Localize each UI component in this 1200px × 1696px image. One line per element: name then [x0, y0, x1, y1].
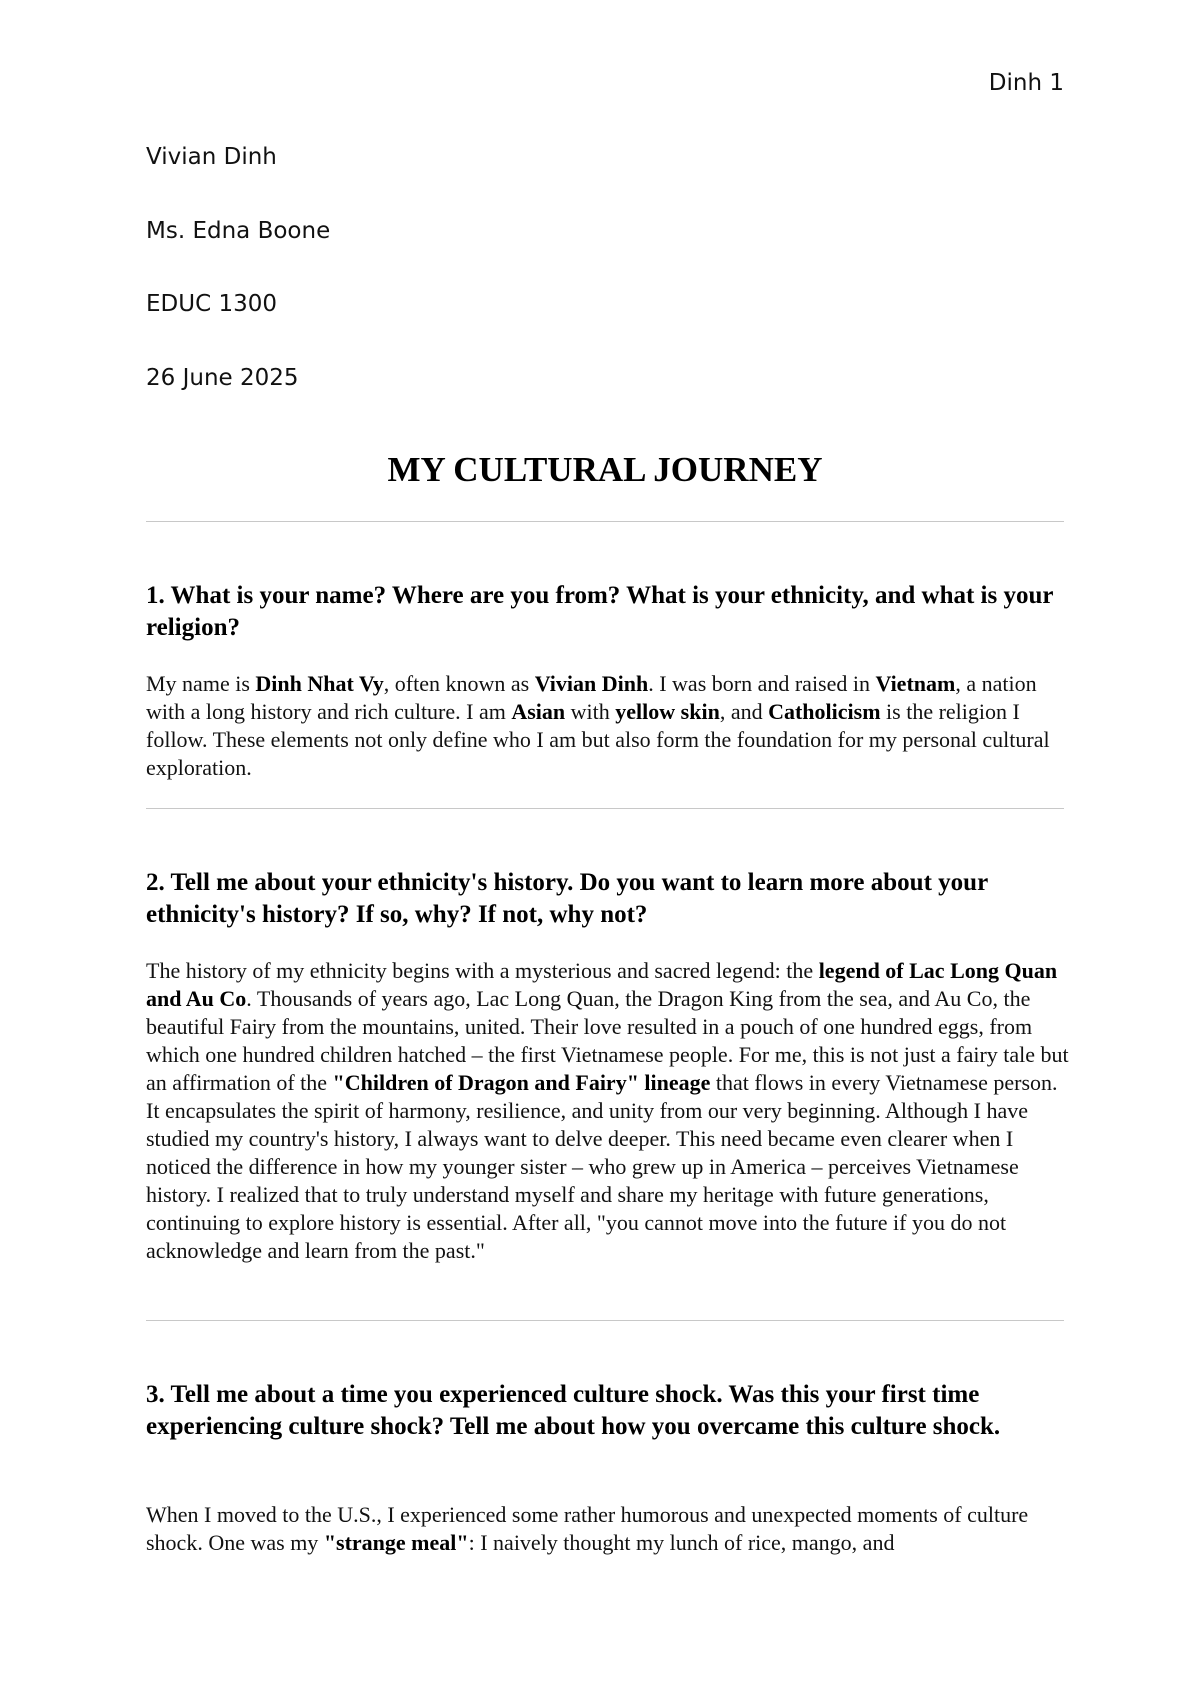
instructor-name: Ms. Edna Boone — [146, 218, 331, 244]
body-text: . Thousands of years ago, Lac Long Quan, the Dragon King from the sea, and Au Co, the beautiful Fairy from the mountains, united. Their love resulted in a pouch of one hundred eggs, from which one hundred children hatched – the first Vietnamese people. For me, this is not just a fairy tale but an affirmation of the — [146, 986, 1069, 1095]
divider — [146, 808, 1064, 809]
emphasis-text: "strange meal" — [323, 1530, 469, 1555]
body-text: with — [565, 699, 616, 724]
body-text: My name is — [146, 671, 256, 696]
section-1-heading: 1. What is your name? Where are you from? What is your ethnicity, and what is your religion? — [146, 582, 1054, 641]
body-text: , often known as — [383, 671, 535, 696]
section-2-paragraph — [146, 957, 1071, 1265]
emphasis-text: Vivian Dinh — [534, 671, 649, 696]
document-title: MY CULTURAL JOURNEY — [387, 450, 823, 489]
emphasis-text: "Children of Dragon and Fairy" lineage — [332, 1070, 711, 1095]
emphasis-text: Dinh Nhat Vy — [255, 671, 384, 696]
emphasis-text: Vietnam — [875, 671, 956, 696]
divider — [146, 521, 1064, 522]
body-text: The history of my ethnicity begins with a mysterious and sacred legend: the — [146, 958, 819, 983]
emphasis-text: legend of Lac Long Quan and Au Co — [146, 958, 1058, 1011]
body-text: When I moved to the U.S., I experienced some rather humorous and unexpected moments of culture shock. One was my — [146, 1502, 1029, 1555]
body-text: , and — [719, 699, 769, 724]
section-1-paragraph — [146, 670, 1071, 782]
emphasis-text: Catholicism — [768, 699, 881, 724]
course-code: EDUC 1300 — [146, 291, 277, 317]
body-text: : I naively thought my lunch of rice, mango, and — [468, 1530, 895, 1555]
section-3-paragraph — [146, 1501, 1071, 1557]
section-3-heading: 3. Tell me about a time you experienced culture shock. Was this your first time experiencing culture shock? Tell me about how you overcame this culture shock. — [146, 1381, 1001, 1440]
document-date: 26 June 2025 — [146, 365, 299, 391]
body-text: . I was born and raised in — [648, 671, 876, 696]
body-text: , a nation with a long history and rich culture. I am — [146, 671, 1037, 724]
section-2-heading: 2. Tell me about your ethnicity's history. Do you want to learn more about your ethnicity's history? If so, why? If not, why not? — [146, 869, 988, 928]
body-text: that flows in every Vietnamese person. It encapsulates the spirit of harmony, resilience, and unity from our very beginning. Although I have studied my country's history, I always want to delve deeper. This need became even clearer when I noticed the difference in how my younger sister – who grew up in America – perceives Vietnamese history. I realized that to truly understand myself and share my heritage with future generations, continuing to explore history is essential. After all, "you cannot move into the future if you do not acknowledge and learn from the past." — [146, 1070, 1058, 1263]
page-header-label: Dinh 1 — [988, 70, 1064, 96]
emphasis-text: Asian — [511, 699, 566, 724]
divider — [146, 1320, 1064, 1321]
emphasis-text: yellow skin — [615, 699, 720, 724]
student-name: Vivian Dinh — [146, 144, 277, 170]
body-text: is the religion I follow. These elements not only define who I am but also form the foundation for my personal cultural exploration. — [146, 699, 1050, 780]
